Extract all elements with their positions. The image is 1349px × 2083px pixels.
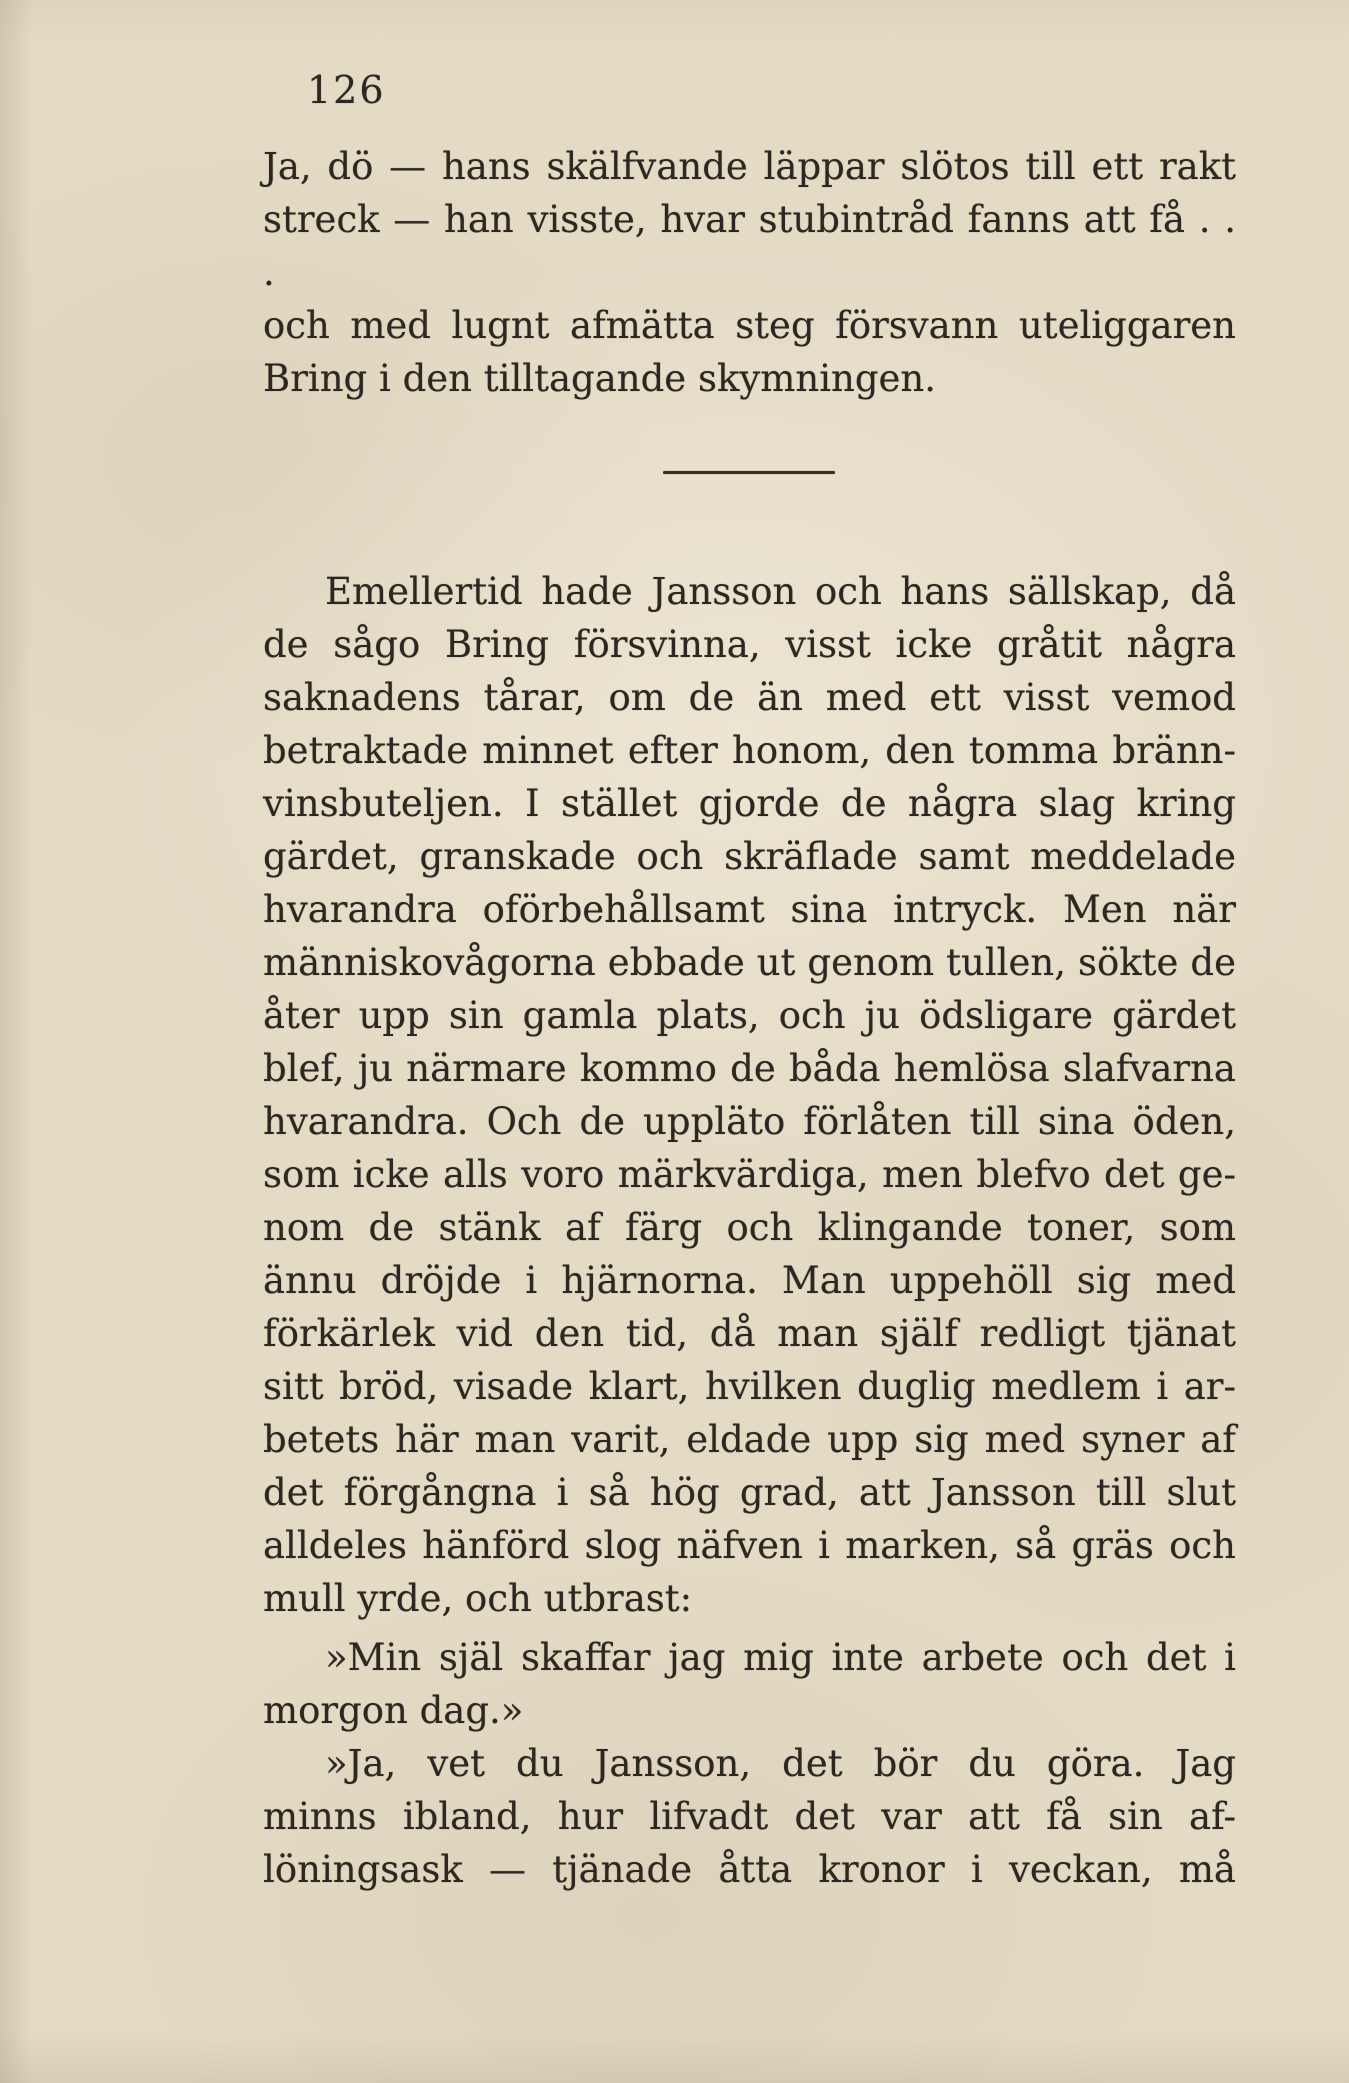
paragraph — [263, 1631, 1236, 1737]
section-divider — [663, 471, 835, 474]
text-line: Emellertid hade Jansson och hans sällskap, då — [325, 570, 1236, 613]
text-line: de sågo Bring försvinna, visst icke gråtit några — [263, 623, 1236, 666]
text-line: nom de stänk af färg och klingande toner, som — [263, 1206, 1236, 1249]
text-line: löningsask — tjänade åtta kronor i veckan, må — [263, 1848, 1236, 1891]
text-line: Ja, dö — hans skälfvande läppar slötos till ett rakt — [263, 145, 1236, 188]
text-line: förkärlek vid den tid, då man själf redligt tjänat — [263, 1312, 1236, 1355]
paragraph — [263, 140, 1236, 405]
text-line: hvarandra oförbehållsamt sina intryck. Men när — [263, 888, 1236, 931]
text-line: och med lugnt afmätta steg försvann uteliggaren — [263, 304, 1236, 347]
text-line: »Ja, vet du Jansson, det bör du göra. Jag — [325, 1742, 1236, 1785]
text-line: det förgångna i så hög grad, att Jansson till slut — [263, 1471, 1236, 1514]
text-line: sitt bröd, visade klart, hvilken duglig medlem i ar- — [263, 1365, 1236, 1408]
text-line: som icke alls voro märkvärdiga, men blefvo det ge- — [263, 1153, 1236, 1196]
text-line: ännu dröjde i hjärnorna. Man uppehöll sig med — [263, 1259, 1236, 1302]
text-line: minns ibland, hur lifvadt det var att få sin af- — [263, 1795, 1236, 1838]
text-line: »Min själ skaffar jag mig inte arbete och det i — [325, 1636, 1236, 1679]
text-line: betets här man varit, eldade upp sig med syner af — [263, 1418, 1236, 1461]
text-line: Bring i den tilltagande skymningen. — [263, 357, 937, 400]
text-line: mull yrde, och utbrast: — [263, 1577, 693, 1620]
text-line: gärdet, granskade och skräflade samt meddelade — [263, 835, 1236, 878]
text-line: blef, ju närmare kommo de båda hemlösa slafvarna — [263, 1047, 1236, 1090]
text-line: hvarandra. Och de uppläto förlåten till sina öden, — [263, 1100, 1236, 1143]
text-line: alldeles hänförd slog näfven i marken, så gräs och — [263, 1524, 1236, 1567]
text-line: människovågorna ebbade ut genom tullen, sökte de — [263, 941, 1236, 984]
text-line: betraktade minnet efter honom, den tomma bränn- — [263, 729, 1236, 772]
page-number: 126 — [307, 68, 386, 112]
text-line: streck — han visste, hvar stubintråd fanns att få . . . — [263, 198, 1236, 294]
text-line: morgon dag.» — [263, 1689, 524, 1732]
text-line: vinsbuteljen. I stället gjorde de några slag kring — [263, 782, 1236, 825]
page-text — [263, 140, 1236, 1896]
text-line: saknadens tårar, om de än med ett visst vemod — [263, 676, 1236, 719]
text-line: åter upp sin gamla plats, och ju ödsligare gärdet — [263, 994, 1236, 1037]
paragraph — [263, 1737, 1236, 1896]
paragraph — [263, 565, 1236, 1625]
